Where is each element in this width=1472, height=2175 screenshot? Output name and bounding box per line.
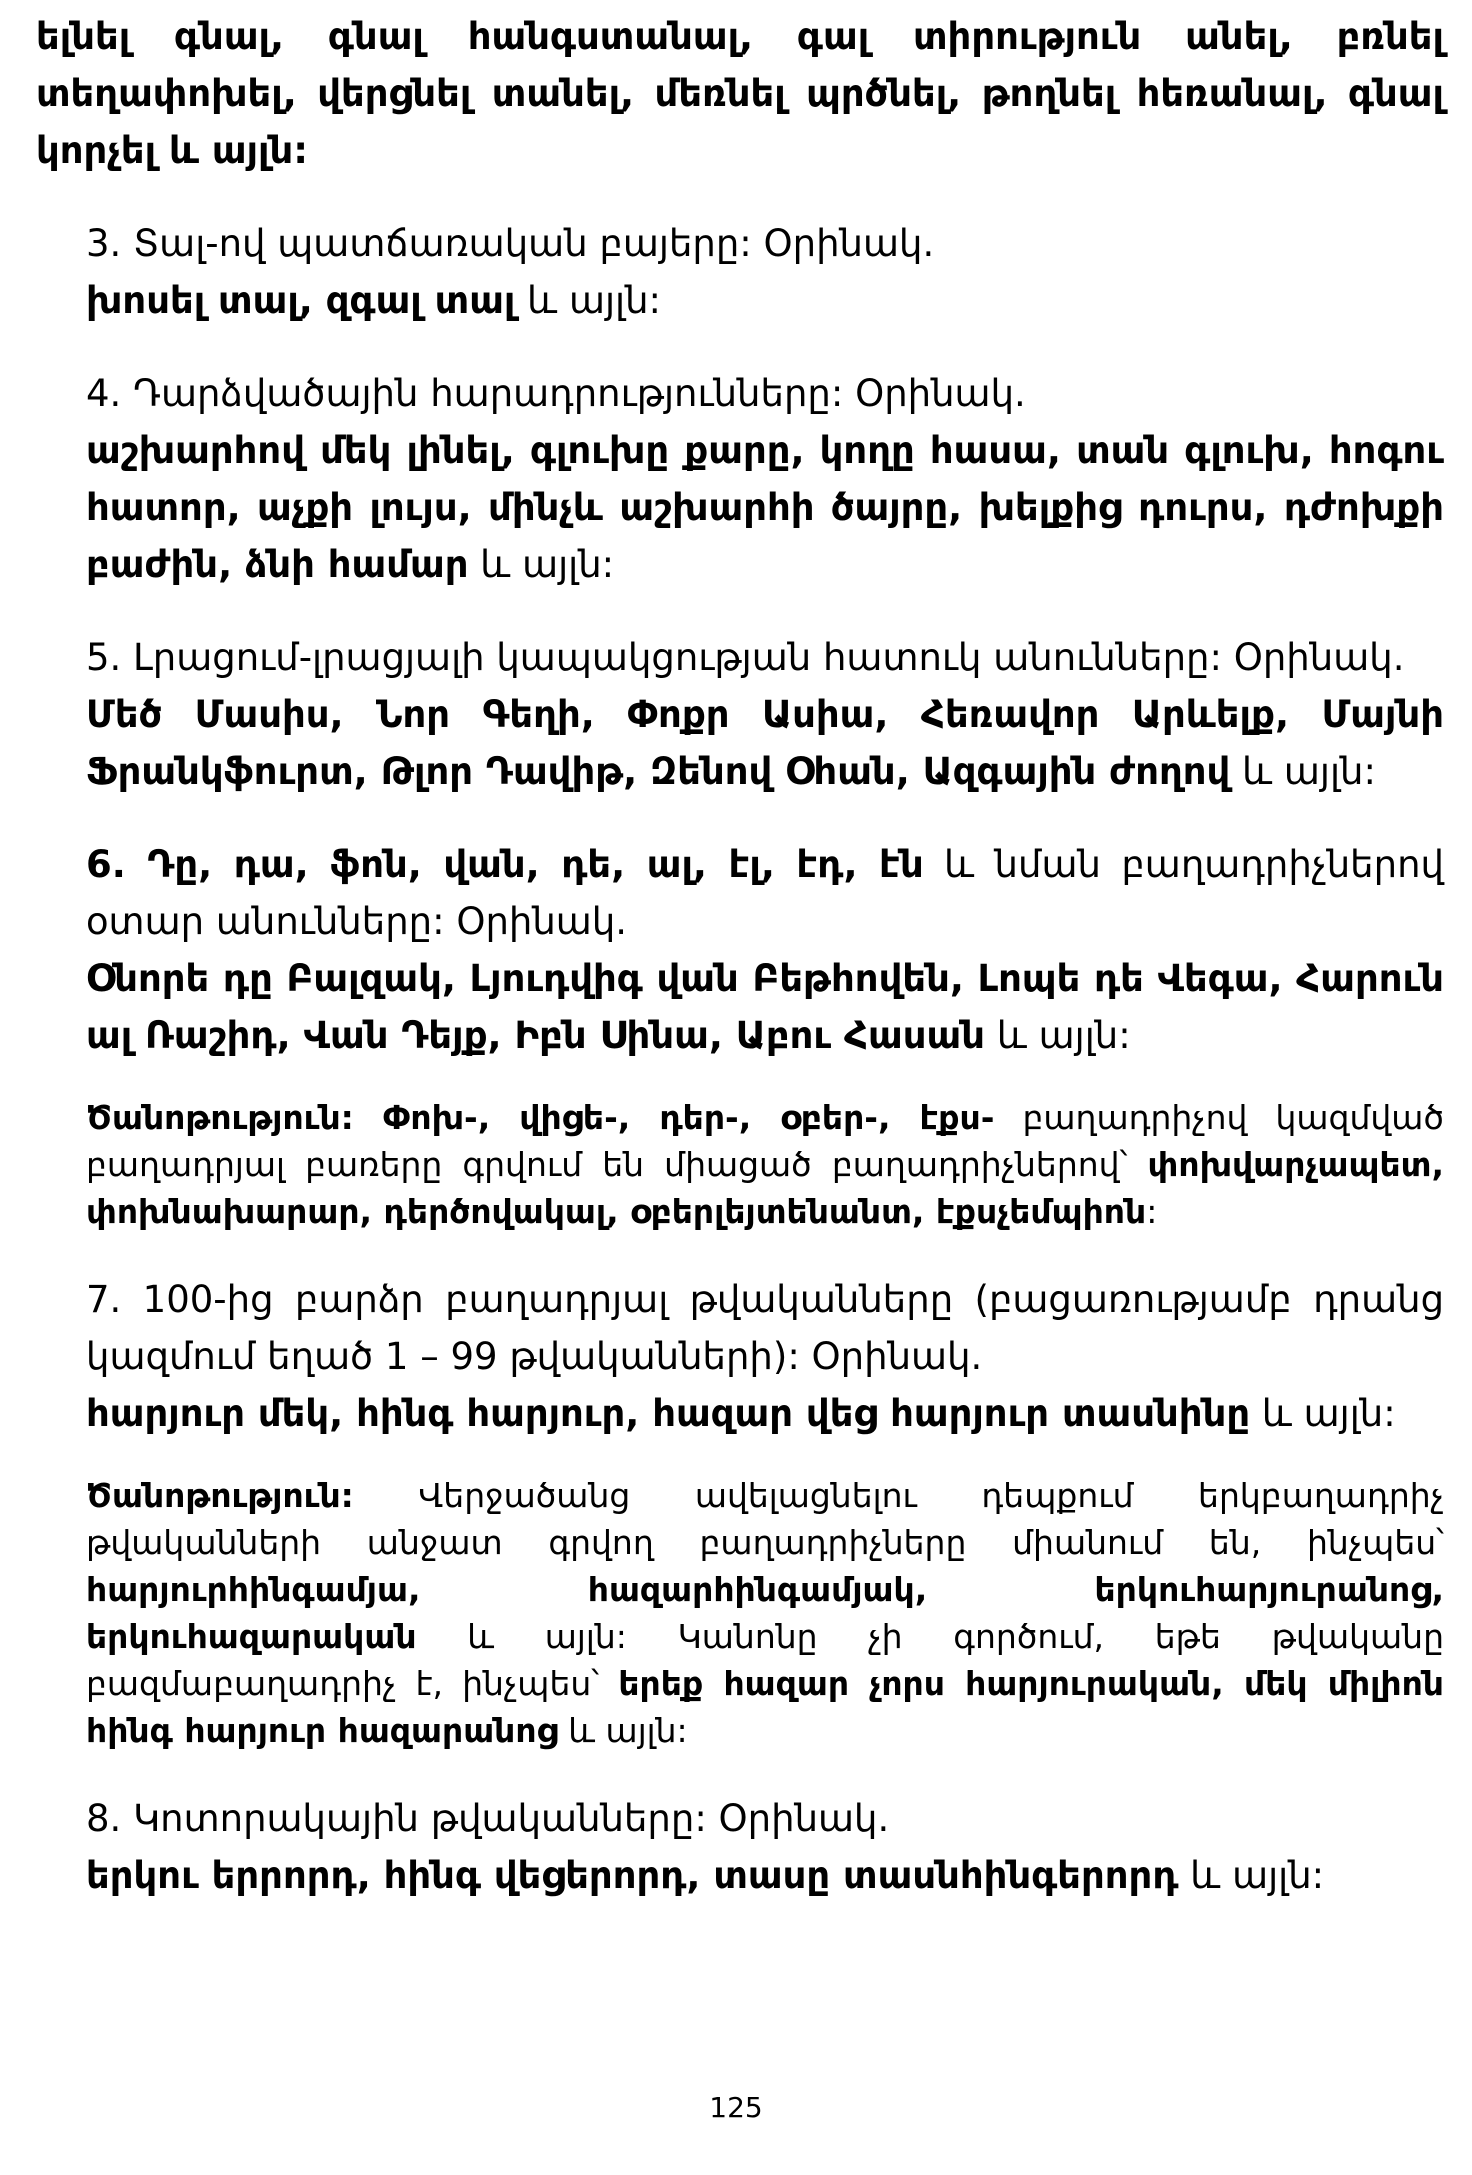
section-5-heading: 5. Լրացում-լրացյալի կապակցության հատուկ անունները: Օրինակ. xyxy=(86,636,1405,679)
note-1-examples: փոխվարչապետ, փոխնախարար, դերծովակալ, օբերլեյտենանտ, էքսչեմպիոն xyxy=(86,1145,1444,1231)
intro-paragraph xyxy=(36,8,1444,179)
section-3-example xyxy=(36,272,1444,329)
note-1-mid: բաղադրիչով կազմված բաղադրյալ բառերը գրվում են միացած բաղադրիչներով՝ xyxy=(86,1098,1445,1184)
section-8-example xyxy=(36,1847,1444,1904)
note-2-label: Ծանոթություն: xyxy=(86,1476,354,1515)
note-1-end: : xyxy=(1146,1192,1158,1231)
section-5-tail: և այլն: xyxy=(1230,750,1376,793)
section-5-example xyxy=(36,686,1444,800)
section-4-example-text: աշխարհով մեկ լինել, գլուխը քարը, կողը հասա, տան գլուխ, հոգու հատոր, աչքի լույս, մինչև աշխարհի ծայրը, խելքից դուրս, դժոխքի բաժին, ձնի համար xyxy=(86,429,1444,586)
section-7-tail: և այլն: xyxy=(1250,1392,1396,1435)
section-3-tail: և այլն: xyxy=(515,279,661,322)
section-6-example xyxy=(36,950,1444,1064)
note-prefixes xyxy=(36,1094,1444,1235)
intro-text: ելնել գնալ, գնալ հանգստանալ, գալ տիրություն անել, բռնել տեղափոխել, վերցնել տանել, մեռնել պրծնել, թողնել հեռանալ, գնալ կորչել և այլն: xyxy=(36,15,1444,172)
note-2-examples1: հարյուրհինգամյա, հազարհինգամյակ, երկուհարյուրանոց, երկուհազարական xyxy=(86,1570,1444,1656)
page-number: 125 xyxy=(709,2091,763,2124)
section-6-heading xyxy=(36,836,1444,950)
section-8-example-text: երկու երրորդ, հինգ վեցերորդ, տասը տասնհինգերորդ xyxy=(86,1854,1179,1897)
section-7-heading: 7. 100-ից բարձր բաղադրյալ թվականները (բացառությամբ դրանց կազմում եղած 1 – 99 թվականների): Օրինակ. xyxy=(86,1278,1444,1378)
page-content xyxy=(36,8,1444,1904)
note-1-label: Ծանոթություն: xyxy=(86,1098,354,1137)
section-6-tail: և այլն: xyxy=(985,1014,1131,1057)
section-4-heading: 4. Դարձվածային հարադրությունները: Օրինակ. xyxy=(86,372,1026,415)
section-3-heading: 3. Տալ-ով պատճառական բայերը: Օրինակ. xyxy=(86,222,935,265)
section-7-example xyxy=(36,1385,1444,1442)
section-8-tail: և այլն: xyxy=(1178,1854,1325,1897)
section-5-example-text: Մեծ Մասիս, Նոր Գեղի, Փոքր Ասիա, Հեռավոր Արևելք, Մայնի Ֆրանկֆուրտ, Թլոր Դավիթ, Զենով Օհան, Ազգային ժողով xyxy=(86,693,1444,793)
section-6-heading-bold: 6. Դը, դա, ֆոն, վան, դե, ալ, էլ, էդ, էն xyxy=(86,843,924,886)
note-2-examples2: երեք հազար չորս հարյուրական, մեկ միլիոն հինգ հարյուր հազարանոց xyxy=(86,1664,1445,1750)
note-1-prefixes: Փոխ-, վիցե-, դեր-, օբեր-, էքս- xyxy=(353,1098,995,1137)
section-7-example-text: հարյուր մեկ, հինգ հարյուր, հազար վեց հարյուր տասնինը xyxy=(86,1392,1251,1435)
section-6-heading-rest: և նման բաղադրիչներով օտար անունները: Օրինակ. xyxy=(86,843,1444,943)
note-2-part2: և այլն: Կանոնը չի գործում, եթե թվականը բազմաբաղադրիչ է, ինչպես՝ xyxy=(86,1617,1444,1703)
section-3-example-text: խոսել տալ, զգալ տալ xyxy=(86,279,516,322)
note-2-end: և այլն: xyxy=(557,1711,688,1750)
section-6-example-text: Օնորե դը Բալզակ, Լյուդվիգ վան Բեթհովեն, Լոպե դե Վեգա, Հարուն ալ Ռաշիդ, Վան Դեյք, Իբն Սինա, Աբու Հասան xyxy=(86,957,1444,1057)
section-8-heading: 8. Կոտորակային թվականները: Օրինակ. xyxy=(86,1797,890,1840)
note-numerals xyxy=(36,1472,1444,1754)
section-4-tail: և այլն: xyxy=(468,543,615,586)
note-2-part1: Վերջածանց ավելացնելու դեպքում երկբաղադրիչ թվականների անջատ գրվող բաղադրիչները միանում են, ինչպես՝ xyxy=(86,1476,1444,1562)
section-4-example xyxy=(36,422,1444,593)
